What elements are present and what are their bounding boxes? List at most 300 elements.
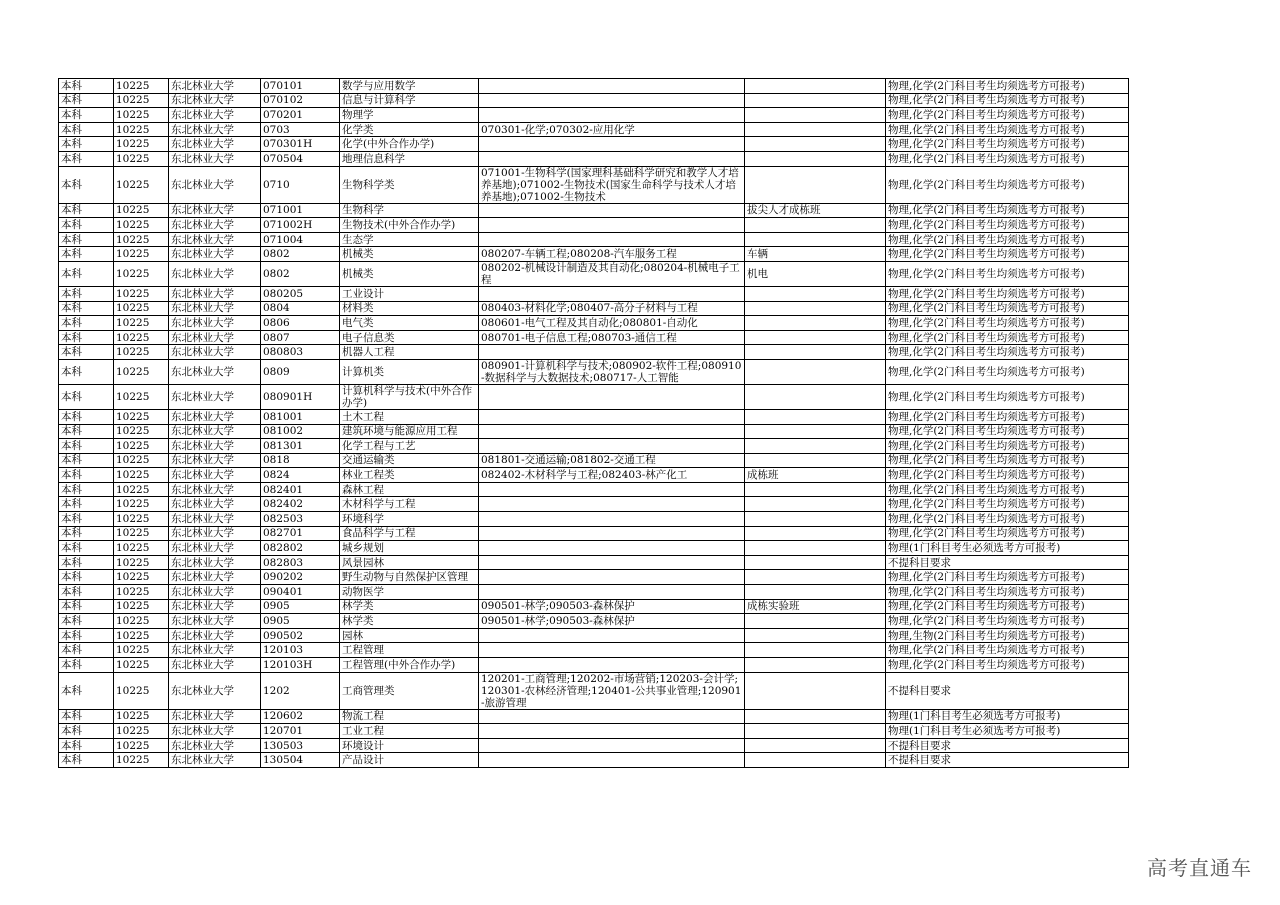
cell-note (745, 614, 886, 629)
cell-level: 本科 (59, 453, 114, 468)
cell-major-name: 化学(中外合作办学) (340, 137, 479, 152)
cell-subject-requirement: 物理,化学(2门科目考生均须选考方可报考) (886, 122, 1129, 137)
table-row (59, 497, 1129, 512)
cell-level: 本科 (59, 108, 114, 123)
table-row (59, 453, 1129, 468)
table-row (59, 108, 1129, 123)
cell-subject-requirement: 物理,化学(2门科目考生均须选考方可报考) (886, 512, 1129, 527)
cell-included-majors (479, 424, 745, 439)
cell-included-majors (479, 218, 745, 233)
cell-major-code: 071004 (261, 232, 340, 247)
cell-school-code: 10225 (114, 614, 169, 629)
cell-major-code: 120701 (261, 724, 340, 739)
cell-major-code: 0905 (261, 599, 340, 614)
cell-major-name: 园林 (340, 628, 479, 643)
cell-major-code: 070201 (261, 108, 340, 123)
cell-major-name: 信息与计算科学 (340, 93, 479, 108)
table-row (59, 643, 1129, 658)
cell-subject-requirement: 物理,化学(2门科目考生均须选考方可报考) (886, 301, 1129, 316)
cell-level: 本科 (59, 166, 114, 203)
cell-included-majors (479, 482, 745, 497)
cell-subject-requirement: 物理,化学(2门科目考生均须选考方可报考) (886, 468, 1129, 483)
cell-major-code: 130503 (261, 738, 340, 753)
cell-note (745, 409, 886, 424)
table-row (59, 218, 1129, 233)
cell-major-name: 计算机科学与技术(中外合作办学) (340, 384, 479, 409)
cell-included-majors (479, 286, 745, 301)
cell-school-name: 东北林业大学 (169, 468, 261, 483)
cell-school-code: 10225 (114, 512, 169, 527)
cell-school-code: 10225 (114, 137, 169, 152)
cell-school-name: 东北林业大学 (169, 512, 261, 527)
cell-major-name: 机器人工程 (340, 345, 479, 360)
cell-level: 本科 (59, 570, 114, 585)
cell-major-code: 080205 (261, 286, 340, 301)
cell-included-majors (479, 151, 745, 166)
cell-subject-requirement: 物理(1门科目考生必须选考方可报考) (886, 724, 1129, 739)
cell-school-code: 10225 (114, 203, 169, 218)
cell-school-name: 东北林业大学 (169, 247, 261, 262)
cell-level: 本科 (59, 738, 114, 753)
cell-school-code: 10225 (114, 166, 169, 203)
cell-school-code: 10225 (114, 468, 169, 483)
cell-school-name: 东北林业大学 (169, 409, 261, 424)
cell-major-code: 0809 (261, 359, 340, 384)
cell-major-name: 林学类 (340, 599, 479, 614)
cell-note (745, 453, 886, 468)
cell-level: 本科 (59, 286, 114, 301)
cell-major-code: 0802 (261, 247, 340, 262)
cell-school-code: 10225 (114, 482, 169, 497)
table-row (59, 439, 1129, 454)
cell-level: 本科 (59, 672, 114, 709)
cell-included-majors: 070301-化学;070302-应用化学 (479, 122, 745, 137)
cell-major-code: 081001 (261, 409, 340, 424)
cell-major-name: 生物科学 (340, 203, 479, 218)
cell-school-code: 10225 (114, 599, 169, 614)
cell-school-name: 东北林业大学 (169, 738, 261, 753)
cell-subject-requirement: 物理,化学(2门科目考生均须选考方可报考) (886, 203, 1129, 218)
cell-major-code: 070101 (261, 79, 340, 94)
table-row (59, 409, 1129, 424)
cell-included-majors (479, 108, 745, 123)
cell-included-majors: 081801-交通运输;081802-交通工程 (479, 453, 745, 468)
cell-subject-requirement: 不提科目要求 (886, 753, 1129, 768)
cell-included-majors (479, 709, 745, 724)
cell-school-code: 10225 (114, 345, 169, 360)
cell-included-majors (479, 384, 745, 409)
cell-school-code: 10225 (114, 658, 169, 673)
cell-school-code: 10225 (114, 301, 169, 316)
cell-major-code: 0802 (261, 261, 340, 286)
cell-major-code: 0824 (261, 468, 340, 483)
cell-school-name: 东北林业大学 (169, 232, 261, 247)
cell-school-code: 10225 (114, 541, 169, 556)
cell-school-name: 东北林业大学 (169, 108, 261, 123)
table-row (59, 482, 1129, 497)
table-row (59, 93, 1129, 108)
cell-major-name: 工商管理类 (340, 672, 479, 709)
cell-major-code: 0818 (261, 453, 340, 468)
cell-note (745, 359, 886, 384)
table-row (59, 672, 1129, 709)
cell-note (745, 658, 886, 673)
cell-school-name: 东北林业大学 (169, 151, 261, 166)
enrollment-table (58, 78, 1129, 768)
cell-school-code: 10225 (114, 628, 169, 643)
cell-level: 本科 (59, 724, 114, 739)
cell-level: 本科 (59, 359, 114, 384)
cell-subject-requirement: 物理,化学(2门科目考生均须选考方可报考) (886, 359, 1129, 384)
cell-included-majors (479, 658, 745, 673)
cell-level: 本科 (59, 643, 114, 658)
cell-school-name: 东北林业大学 (169, 122, 261, 137)
table-row (59, 345, 1129, 360)
cell-major-name: 化学工程与工艺 (340, 439, 479, 454)
cell-included-majors: 120201-工商管理;120202-市场营销;120203-会计学;120301-农林经济管理;120401-公共事业管理;120901-旅游管理 (479, 672, 745, 709)
cell-subject-requirement: 物理,化学(2门科目考生均须选考方可报考) (886, 79, 1129, 94)
cell-major-name: 生态学 (340, 232, 479, 247)
cell-level: 本科 (59, 316, 114, 331)
cell-school-name: 东北林业大学 (169, 384, 261, 409)
cell-major-name: 土木工程 (340, 409, 479, 424)
cell-level: 本科 (59, 541, 114, 556)
cell-note (745, 497, 886, 512)
cell-school-name: 东北林业大学 (169, 482, 261, 497)
cell-note (745, 108, 886, 123)
cell-school-code: 10225 (114, 151, 169, 166)
cell-school-name: 东北林业大学 (169, 497, 261, 512)
cell-school-name: 东北林业大学 (169, 330, 261, 345)
cell-major-name: 食品科学与工程 (340, 526, 479, 541)
cell-subject-requirement: 物理,化学(2门科目考生均须选考方可报考) (886, 247, 1129, 262)
cell-major-code: 082401 (261, 482, 340, 497)
cell-school-name: 东北林业大学 (169, 359, 261, 384)
cell-level: 本科 (59, 409, 114, 424)
cell-included-majors: 090501-林学;090503-森林保护 (479, 599, 745, 614)
cell-major-code: 0905 (261, 614, 340, 629)
cell-school-name: 东北林业大学 (169, 709, 261, 724)
cell-school-name: 东北林业大学 (169, 672, 261, 709)
cell-level: 本科 (59, 555, 114, 570)
cell-note (745, 570, 886, 585)
cell-major-code: 090202 (261, 570, 340, 585)
table-row (59, 261, 1129, 286)
table-row (59, 384, 1129, 409)
cell-major-code: 082402 (261, 497, 340, 512)
cell-school-code: 10225 (114, 497, 169, 512)
cell-included-majors: 080403-材料化学;080407-高分子材料与工程 (479, 301, 745, 316)
cell-subject-requirement: 物理,生物(2门科目考生均须选考方可报考) (886, 628, 1129, 643)
cell-major-code: 082701 (261, 526, 340, 541)
cell-level: 本科 (59, 753, 114, 768)
cell-school-name: 东北林业大学 (169, 570, 261, 585)
cell-school-name: 东北林业大学 (169, 614, 261, 629)
cell-major-name: 生物科学类 (340, 166, 479, 203)
cell-school-code: 10225 (114, 643, 169, 658)
cell-included-majors (479, 79, 745, 94)
cell-included-majors: 080601-电气工程及其自动化;080801-自动化 (479, 316, 745, 331)
cell-school-name: 东北林业大学 (169, 658, 261, 673)
cell-major-name: 物流工程 (340, 709, 479, 724)
cell-subject-requirement: 物理,化学(2门科目考生均须选考方可报考) (886, 384, 1129, 409)
cell-major-name: 生物技术(中外合作办学) (340, 218, 479, 233)
cell-level: 本科 (59, 345, 114, 360)
cell-subject-requirement: 物理,化学(2门科目考生均须选考方可报考) (886, 643, 1129, 658)
cell-major-name: 材料类 (340, 301, 479, 316)
cell-major-name: 工业设计 (340, 286, 479, 301)
cell-school-name: 东北林业大学 (169, 599, 261, 614)
cell-level: 本科 (59, 330, 114, 345)
table-row (59, 286, 1129, 301)
cell-note (745, 166, 886, 203)
cell-level: 本科 (59, 424, 114, 439)
cell-included-majors (479, 541, 745, 556)
cell-level: 本科 (59, 384, 114, 409)
cell-level: 本科 (59, 439, 114, 454)
cell-major-name: 环境设计 (340, 738, 479, 753)
cell-included-majors (479, 137, 745, 152)
cell-major-code: 082503 (261, 512, 340, 527)
cell-note (745, 286, 886, 301)
cell-included-majors (479, 555, 745, 570)
cell-school-code: 10225 (114, 709, 169, 724)
cell-major-code: 130504 (261, 753, 340, 768)
cell-school-code: 10225 (114, 330, 169, 345)
cell-subject-requirement: 物理,化学(2门科目考生均须选考方可报考) (886, 497, 1129, 512)
cell-school-code: 10225 (114, 384, 169, 409)
table-row (59, 512, 1129, 527)
cell-included-majors (479, 345, 745, 360)
cell-major-code: 071002H (261, 218, 340, 233)
cell-major-name: 地理信息科学 (340, 151, 479, 166)
cell-subject-requirement: 物理,化学(2门科目考生均须选考方可报考) (886, 585, 1129, 600)
cell-school-code: 10225 (114, 672, 169, 709)
cell-major-code: 090502 (261, 628, 340, 643)
cell-school-name: 东北林业大学 (169, 203, 261, 218)
cell-major-name: 城乡规划 (340, 541, 479, 556)
cell-school-name: 东北林业大学 (169, 137, 261, 152)
cell-note (745, 526, 886, 541)
cell-subject-requirement: 物理,化学(2门科目考生均须选考方可报考) (886, 482, 1129, 497)
table-row (59, 301, 1129, 316)
cell-school-name: 东北林业大学 (169, 261, 261, 286)
cell-note (745, 643, 886, 658)
cell-note (745, 151, 886, 166)
cell-note (745, 316, 886, 331)
cell-note (745, 439, 886, 454)
cell-level: 本科 (59, 151, 114, 166)
cell-major-name: 林业工程类 (340, 468, 479, 483)
cell-note (745, 424, 886, 439)
table-row (59, 709, 1129, 724)
cell-subject-requirement: 物理,化学(2门科目考生均须选考方可报考) (886, 232, 1129, 247)
cell-included-majors (479, 738, 745, 753)
cell-major-code: 120103 (261, 643, 340, 658)
cell-included-majors: 082402-木材科学与工程;082403-林产化工 (479, 468, 745, 483)
cell-included-majors (479, 753, 745, 768)
cell-major-code: 090401 (261, 585, 340, 600)
cell-note (745, 93, 886, 108)
cell-subject-requirement: 物理(1门科目考生必须选考方可报考) (886, 709, 1129, 724)
cell-level: 本科 (59, 709, 114, 724)
cell-school-code: 10225 (114, 218, 169, 233)
table-row (59, 738, 1129, 753)
cell-subject-requirement: 物理,化学(2门科目考生均须选考方可报考) (886, 570, 1129, 585)
cell-major-name: 化学类 (340, 122, 479, 137)
cell-school-name: 东北林业大学 (169, 166, 261, 203)
cell-school-name: 东北林业大学 (169, 541, 261, 556)
table-row (59, 724, 1129, 739)
cell-level: 本科 (59, 122, 114, 137)
cell-subject-requirement: 不提科目要求 (886, 672, 1129, 709)
cell-major-name: 林学类 (340, 614, 479, 629)
cell-major-name: 电子信息类 (340, 330, 479, 345)
cell-major-name: 环境科学 (340, 512, 479, 527)
cell-school-code: 10225 (114, 247, 169, 262)
cell-subject-requirement: 物理,化学(2门科目考生均须选考方可报考) (886, 658, 1129, 673)
table-row (59, 137, 1129, 152)
cell-major-code: 082802 (261, 541, 340, 556)
cell-subject-requirement: 物理,化学(2门科目考生均须选考方可报考) (886, 286, 1129, 301)
cell-major-name: 计算机类 (340, 359, 479, 384)
cell-major-name: 森林工程 (340, 482, 479, 497)
cell-included-majors (479, 232, 745, 247)
table-row (59, 316, 1129, 331)
cell-major-code: 0703 (261, 122, 340, 137)
cell-subject-requirement: 物理,化学(2门科目考生均须选考方可报考) (886, 261, 1129, 286)
cell-major-name: 电气类 (340, 316, 479, 331)
cell-major-name: 机械类 (340, 261, 479, 286)
cell-school-name: 东北林业大学 (169, 439, 261, 454)
cell-school-name: 东北林业大学 (169, 555, 261, 570)
cell-included-majors (479, 409, 745, 424)
cell-note (745, 672, 886, 709)
cell-included-majors (479, 526, 745, 541)
cell-level: 本科 (59, 468, 114, 483)
cell-major-name: 物理学 (340, 108, 479, 123)
cell-school-code: 10225 (114, 93, 169, 108)
cell-subject-requirement: 物理,化学(2门科目考生均须选考方可报考) (886, 316, 1129, 331)
cell-note (745, 79, 886, 94)
cell-subject-requirement: 物理,化学(2门科目考生均须选考方可报考) (886, 151, 1129, 166)
cell-subject-requirement: 不提科目要求 (886, 738, 1129, 753)
cell-major-code: 0804 (261, 301, 340, 316)
cell-level: 本科 (59, 203, 114, 218)
cell-note (745, 628, 886, 643)
cell-level: 本科 (59, 247, 114, 262)
cell-school-code: 10225 (114, 555, 169, 570)
cell-school-code: 10225 (114, 108, 169, 123)
cell-included-majors (479, 203, 745, 218)
cell-subject-requirement: 物理,化学(2门科目考生均须选考方可报考) (886, 93, 1129, 108)
cell-school-code: 10225 (114, 261, 169, 286)
cell-major-name: 建筑环境与能源应用工程 (340, 424, 479, 439)
table-row (59, 614, 1129, 629)
cell-level: 本科 (59, 79, 114, 94)
cell-note (745, 709, 886, 724)
cell-included-majors (479, 643, 745, 658)
cell-subject-requirement: 物理,化学(2门科目考生均须选考方可报考) (886, 614, 1129, 629)
cell-school-code: 10225 (114, 738, 169, 753)
cell-note (745, 724, 886, 739)
cell-school-name: 东北林业大学 (169, 585, 261, 600)
cell-level: 本科 (59, 497, 114, 512)
cell-school-name: 东北林业大学 (169, 345, 261, 360)
cell-note: 车辆 (745, 247, 886, 262)
cell-level: 本科 (59, 137, 114, 152)
cell-included-majors (479, 628, 745, 643)
cell-subject-requirement: 物理,化学(2门科目考生均须选考方可报考) (886, 166, 1129, 203)
cell-school-name: 东北林业大学 (169, 424, 261, 439)
cell-major-name: 风景园林 (340, 555, 479, 570)
cell-note (745, 137, 886, 152)
table-row (59, 585, 1129, 600)
table-row (59, 232, 1129, 247)
cell-note: 成栋实验班 (745, 599, 886, 614)
cell-major-name: 数学与应用数学 (340, 79, 479, 94)
cell-major-name: 野生动物与自然保护区管理 (340, 570, 479, 585)
cell-major-code: 070504 (261, 151, 340, 166)
cell-major-code: 080901H (261, 384, 340, 409)
cell-school-code: 10225 (114, 359, 169, 384)
cell-note (745, 122, 886, 137)
cell-note (745, 218, 886, 233)
cell-note (745, 753, 886, 768)
cell-included-majors: 071001-生物科学(国家理科基础科学研究和教学人才培养基地);071002-生物技术(国家生命科学与技术人才培养基地);071002-生物技术 (479, 166, 745, 203)
cell-major-name: 工程管理(中外合作办学) (340, 658, 479, 673)
table-row (59, 424, 1129, 439)
cell-major-code: 080803 (261, 345, 340, 360)
cell-major-code: 070301H (261, 137, 340, 152)
cell-level: 本科 (59, 232, 114, 247)
cell-subject-requirement: 不提科目要求 (886, 555, 1129, 570)
cell-school-code: 10225 (114, 232, 169, 247)
cell-school-code: 10225 (114, 439, 169, 454)
table-row (59, 599, 1129, 614)
cell-major-name: 机械类 (340, 247, 479, 262)
cell-level: 本科 (59, 628, 114, 643)
cell-level: 本科 (59, 526, 114, 541)
cell-note: 机电 (745, 261, 886, 286)
cell-note: 成栋班 (745, 468, 886, 483)
cell-level: 本科 (59, 585, 114, 600)
table-row (59, 79, 1129, 94)
cell-school-name: 东北林业大学 (169, 316, 261, 331)
cell-included-majors (479, 93, 745, 108)
cell-major-code: 0807 (261, 330, 340, 345)
cell-subject-requirement: 物理,化学(2门科目考生均须选考方可报考) (886, 345, 1129, 360)
cell-subject-requirement: 物理(1门科目考生必须选考方可报考) (886, 541, 1129, 556)
cell-school-name: 东北林业大学 (169, 526, 261, 541)
cell-school-name: 东北林业大学 (169, 79, 261, 94)
cell-school-name: 东北林业大学 (169, 218, 261, 233)
cell-note (745, 482, 886, 497)
cell-included-majors (479, 512, 745, 527)
table-row (59, 541, 1129, 556)
cell-major-name: 工业工程 (340, 724, 479, 739)
cell-school-name: 东北林业大学 (169, 753, 261, 768)
cell-major-code: 120602 (261, 709, 340, 724)
cell-school-code: 10225 (114, 79, 169, 94)
cell-major-code: 071001 (261, 203, 340, 218)
cell-included-majors: 080202-机械设计制造及其自动化;080204-机械电子工程 (479, 261, 745, 286)
cell-subject-requirement: 物理,化学(2门科目考生均须选考方可报考) (886, 599, 1129, 614)
cell-subject-requirement: 物理,化学(2门科目考生均须选考方可报考) (886, 409, 1129, 424)
cell-school-code: 10225 (114, 585, 169, 600)
cell-school-code: 10225 (114, 286, 169, 301)
cell-school-code: 10225 (114, 122, 169, 137)
